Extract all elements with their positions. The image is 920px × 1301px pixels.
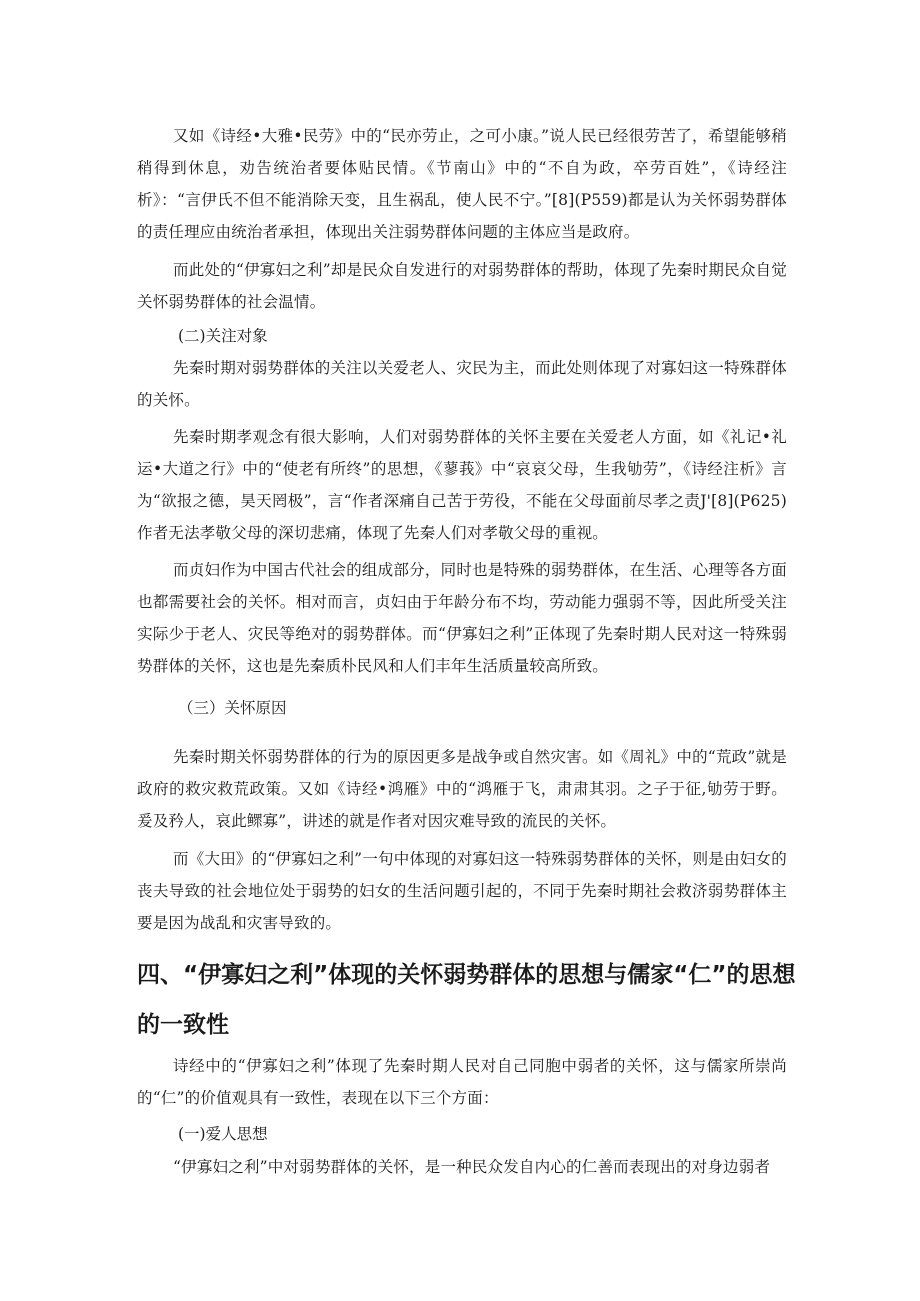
subheading-care-reasons: （三）关怀原因 [178,699,287,717]
paragraph-elderly-victims: 先秦时期对弱势群体的关注以关爱老人、灾民为主，而此处则体现了对寡妇这一特殊群体的关怀。 [137,359,787,409]
paragraph-shijing-ren: 诗经中的“伊寡妇之利”体现了先秦时期人民对自己同胞中弱者的关怀，这与儒家所崇尚的“仁”的价值观具有一致性，表现在以下三个方面： [137,1057,787,1107]
section-heading-four: 四、“伊寡妇之利”体现的关怀弱势群体的思想与儒家“仁”的思想的一致性 [137,962,796,1038]
paragraph-filial-piety: 先秦时期孝观念有很大影响，人们对弱势群体的关怀主要在关爱老人方面，如《礼记•礼运•大道之行》中的“使老有所终”的思想，《蓼莪》中“哀哀父母，生我劬劳”，《诗经注析》言为“欲报之德，昊天罔极”，言“作者深痛自己苦于劳役，不能在父母面前尽孝之责J'[8](P625)作者无法孝敬父母的深切悲痛，体现了先秦人们对孝敬父母的重视。 [137,428,787,542]
paragraph-yi-gua-fu-spontaneous: 而此处的“伊寡妇之利”却是民众自发进行的对弱势群体的帮助，体现了先秦时期民众自觉关怀弱势群体的社会温情。 [137,261,787,311]
subheading-attention-object: (二)关注对象 [178,327,268,345]
paragraph-da-tian: 而《大田》的“伊寡妇之利”一句中体现的对寡妇这一特殊弱势群体的关怀，则是由妇女的丧夫导致的社会地位处于弱势的妇女的生活问题引起的，不同于先秦时期社会救济弱势群体主要是因为战乱和灾害导致的。 [137,850,787,932]
subheading-love-people: (一)爱人思想 [178,1125,268,1143]
paragraph-min-lao: 又如《诗经•大雅•民劳》中的“民亦劳止，之可小康。”说人民已经很劳苦了，希望能够稍稍得到休息，劝告统治者要体贴民情。《节南山》中的“不自为政，卒劳百姓”，《诗经注析》：“言伊氏不但不能消除天变，且生祸乱，使人民不宁。”[8](P559)都是认为关怀弱势群体的责任理应由统治者承担，体现出关注弱势群体问题的主体应当是政府。 [137,127,787,241]
paragraph-benevolence: “伊寡妇之利”中对弱势群体的关怀，是一种民众发自内心的仁善而表现出的对身边弱者 [173,1158,771,1176]
paragraph-war-disaster: 先秦时期关怀弱势群体的行为的原因更多是战争或自然灾害。如《周礼》中的“荒政”就是政府的救灾救荒政策。又如《诗经•鸿雁》中的“鸿雁于飞，肃肃其羽。之子于征,劬劳于野。爰及矜人，哀此鳏寡”，讲述的就是作者对因灾难导致的流民的关怀。 [137,748,787,830]
paragraph-widows: 而贞妇作为中国古代社会的组成部分，同时也是特殊的弱势群体，在生活、心理等各方面也都需要社会的关怀。相对而言，贞妇由于年龄分布不均，劳动能力强弱不等，因此所受关注实际少于老人、灾民等绝对的弱势群体。而“伊寡妇之利”正体现了先秦时期人民对这一特殊弱势群体的关怀，这也是先秦质朴民风和人们丰年生活质量较高所致。 [137,561,787,675]
